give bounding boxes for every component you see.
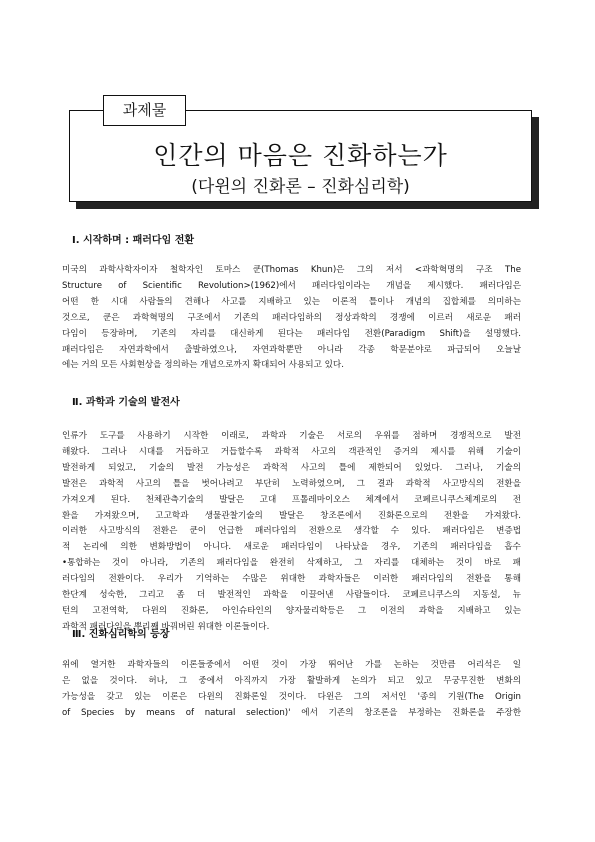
- section-heading-3: Ⅲ. 진화심리학의 등장: [72, 629, 170, 640]
- body-line: 한단계 성숙한, 그리고 좀 더 발전적인 과학을 이끌어낸 사람들이다. 코페르니쿠스의 지동설, 뉴: [62, 590, 521, 601]
- body-line: 다임이 등장하며, 기존의 자리를 대신하게 된다는 패러다임 전환(Paradigm Shift)을 설명했다.: [62, 328, 521, 339]
- section-heading-1: Ⅰ. 시작하며 : 패러다임 전환: [72, 235, 195, 246]
- section-body-1: [62, 263, 521, 374]
- body-line: Structure of Scientific Revolution>(1962)에서 패러다임이라는 개념을 제시했다. 패러다임은: [62, 280, 521, 291]
- body-line: 턴의 고전역학, 다윈의 진화론, 아인슈타인의 양자물리학등은 그 이전의 과학을 지배하고 있는: [62, 605, 521, 616]
- body-line: 러다임의 전환이다. 우리가 기억하는 수많은 위대한 과학자들은 이러한 패러다임의 전환을 통해: [62, 574, 521, 585]
- body-line: 가능성을 갖고 있는 이론은 다윈의 진화론일 것이다. 다윈은 그의 저서인 '종의 기원(The Origin: [62, 691, 521, 702]
- section-body-3: [62, 658, 521, 722]
- body-line: 가져오게 된다. 천체관측기술의 발달은 고대 프톨레마이오스 체계에서 코페르니쿠스체계로의 전: [62, 494, 521, 505]
- document-title: 인간의 마음은 진화하는가: [153, 141, 448, 170]
- body-line: 환을 가져왔으며, 고고학과 생물관찰기술의 발달은 창조론에서 진화론으로의 전환을 가져왔다.: [62, 510, 521, 521]
- body-line: 해왔다. 그러나 시대를 거듭하고 거듭할수록 과학적 사고의 객관적인 증거의 제시를 위해 기술이: [62, 446, 521, 457]
- body-line: 위에 열거한 과학자들의 이론들중에서 어떤 것이 가장 뛰어난 가를 논하는 것만큼 어리석은 일: [62, 660, 521, 670]
- body-line: 발전은 과학적 사고의 틀을 벗어나려고 부단히 노력하였으며, 그 결과 과학적 사고방식의 전환을: [62, 478, 521, 489]
- body-line: of Species by means of natural selection)' 에서 기존의 창조론을 부정하는 진화론을 주장한: [62, 707, 521, 718]
- body-line: 어떤 한 시대 사람들의 견해나 사고를 지배하고 있는 이론적 틀이나 개념의 집합체를 의미하는: [62, 296, 521, 307]
- document-subtitle: (다윈의 진화론 – 진화심리학): [191, 177, 410, 197]
- body-line: 패러다임은 자연과학에서 출발하였으나, 자연과학뿐만 아니라 각종 학문분야로 파급되어 오늘날: [62, 344, 521, 355]
- body-line: 인류가 도구를 사용하기 시작한 이래로, 과학과 기술은 서로의 우위를 점하며 경쟁적으로 발전: [62, 431, 521, 441]
- body-line: 은 없을 것이다. 허나, 그 중에서 아직까지 가장 활발하게 논의가 되고 있고 무궁무진한 변화의: [62, 675, 521, 686]
- body-line: 에는 거의 모든 사회현상을 정의하는 개념으로까지 확대되어 사용되고 있다.: [62, 360, 344, 371]
- section-heading-2: Ⅱ. 과학과 기술의 발전사: [72, 397, 180, 408]
- assignment-tag: 과제물: [103, 95, 186, 126]
- section-body-2: [62, 429, 521, 636]
- body-line: 발전하게 되었고, 기술의 발전 가능성은 과학적 사고의 틀에 제한되어 있었다. 그러나, 기술의: [62, 462, 521, 473]
- body-line: 적 논리에 의한 변화방법이 아니다. 새로운 패러다임이 나타났을 경우, 기존의 패러다임을 흡수: [62, 542, 521, 553]
- body-line: •통합하는 것이 아니라, 기존의 패러다임을 완전히 삭제하고, 그 자리를 대체하는 것이 바로 패: [62, 558, 521, 569]
- body-line: 것으로, 쿤은 과학혁명의 구조에서 기존의 패러다임하의 정상과학의 경쟁에 이르러 새로운 패러: [62, 312, 521, 323]
- body-line: 이러한 사고방식의 전환은 쿤이 언급한 패러다임의 전환으로 생각할 수 있다. 패러다임은 변증법: [62, 526, 521, 537]
- body-line: 미국의 과학사학자이자 철학자인 토마스 쿤(Thomas Khun)은 그의 저서 <과학혁명의 구조 The: [62, 265, 521, 275]
- body-line: 과학적 패러다임을 뿌리째 바꿔버린 위대한 이론들이다.: [62, 621, 270, 632]
